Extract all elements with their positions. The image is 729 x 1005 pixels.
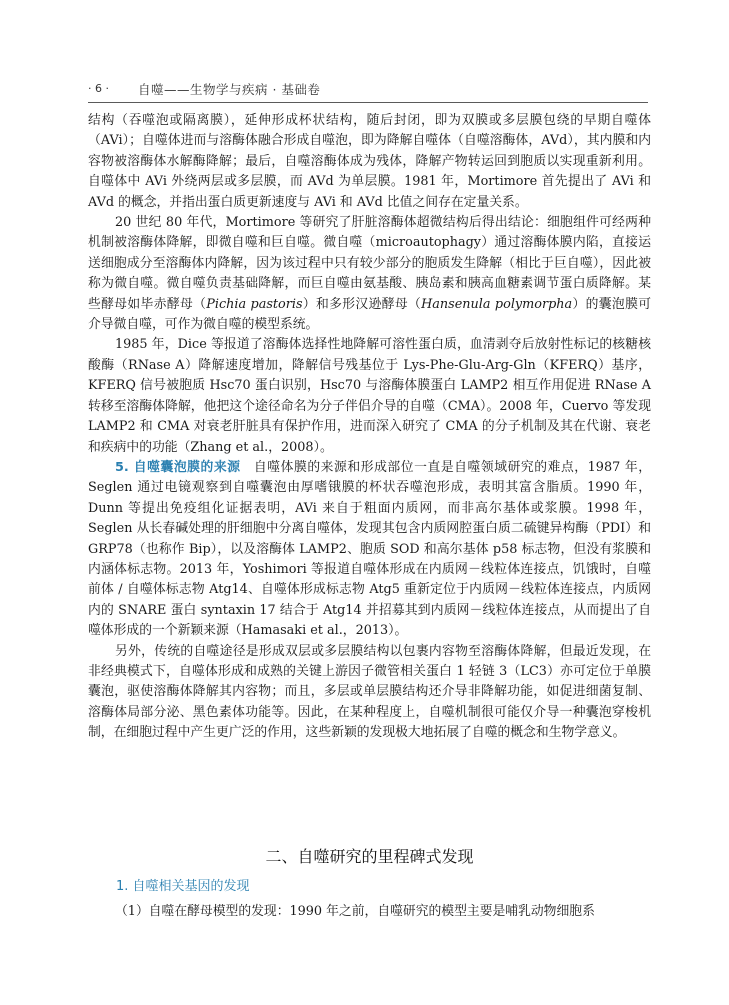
inline-heading-vesicle-source: 5. 自噬囊泡膜的来源 (115, 459, 241, 475)
paragraph-2-text-b: ）和多形汉逊酵母（ (302, 296, 422, 312)
book-title: 自噬——生物学与疾病 · 基础卷 (138, 82, 321, 97)
running-header (88, 80, 648, 100)
paragraph-1: 结构（吞噬泡或隔离膜），延伸形成杯状结构，随后封闭，即为双膜或多层膜包绕的早期自噬体（AVi）；自噬体进而与溶酶体融合形成自噬泡，即为降解自噬体（自噬溶酶体，AVd），其内膜和内容物被溶酶体水解酶降解；最后，自噬溶酶体成为残体，降解产物转运回到胞质以实现重新利用。自噬体中 AVi 外绕两层或多层膜，而 AVd 为单层膜。1981 年，Mortimore 首先提出了 AVi 和 AVd 的概念，并指出蛋白质更新速度与 AVi 和 AVd 比值之间存在定量关系。 (88, 113, 651, 210)
header-rule (88, 102, 648, 103)
page-number: · 6 · (88, 82, 109, 95)
paragraph-4 (88, 458, 651, 642)
body-text (88, 111, 651, 744)
paragraph-3: 1985 年，Dice 等报道了溶酶体选择性地降解可溶性蛋白质，血清剥夺后放射性标记的核糖核酸酶（RNase A）降解速度增加，降解信号残基位于 Lys-Phe-Glu-Arg-Gln（KFERQ）基序，KFERQ 信号被胞质 Hsc70 蛋白识别，Hsc70 与溶酶体膜蛋白 LAMP2 相互作用促进 RNase A 转移至溶酶体降解，他把这个途径命名为分子伴侣介导的自噬（CMA）。2008 年，Cuervo 等发现 LAMP2 和 CMA 对衰老肝脏具有保护作用，进而深入研究了 CMA 的分子机制及其在代谢、衰老和疾病中的功能（Zhang et al.，2008）。 (88, 337, 651, 455)
species-hansenula: Hansenula polymorpha (421, 296, 573, 312)
section-title: 二、自噬研究的里程碑式发现 (265, 847, 474, 866)
paragraph-5: 另外，传统的自噬途径是形成双层或多层膜结构以包裹内容物至溶酶体降解，但最近发现，在非经典模式下，自噬体形成和成熟的关键上游因子微管相关蛋白 1 轻链 3（LC3）亦可定位于单膜囊泡，驱使溶酶体降解其内容物；而且，多层或单层膜结构还介导非降解功能，如促进细菌复制、溶酶体局部分泌、黑色素体功能等。因此，在某种程度上，自噬机制很可能仅介导一种囊泡穿梭机制，在细胞过程中产生更广泛的作用，这些新颖的发现极大地拓展了自噬的概念和生物学意义。 (88, 643, 651, 741)
paragraph-2 (88, 213, 651, 335)
sub-heading: 1. 自噬相关基因的发现 (116, 879, 250, 894)
species-pichia: Pichia pastoris (206, 296, 303, 312)
paragraph-4-text: 自噬体膜的来源和形成部位一直是自噬领域研究的难点，1987 年，Seglen 通过电镜观察到自噬囊泡由厚嗜锇膜的杯状吞噬泡形成，表明其富含脂质。1990 年，Dunn 等提出免疫组化证据表明，AVi 来自于粗面内质网，而非高尔基体或浆膜。1998 年，Seglen 从长春碱处理的肝细胞中分离自噬体，发现其包含内质网腔蛋白质二硫键异构酶（PDI）和 GRP78（也称作 Bip），以及溶酶体 LAMP2、胞质 SOD 和高尔基体 p58 标志物，但没有浆膜和内涵体标志物。2013 年，Yoshimori 等报道自噬体形成在内质网－线粒体连接点，饥饿时，自噬前体 / 自噬体标志物 Atg14、自噬体形成标志物 Atg5 重新定位于内质网－线粒体连接点，内质网内的 SNARE 蛋白 syntaxin 17 结合于 Atg14 并招募其到内质网－线粒体连接点，从而提出了自噬体形成的一个新颖来源（Hamasaki et al.，2013）。 (88, 459, 651, 639)
paragraph-6: （1）自噬在酵母模型的发现：1990 年之前，自噬研究的模型主要是哺乳动物细胞系 (115, 904, 595, 919)
paragraph-2-text-c: ）的囊泡膜可介导微自噬，可作为微自噬的模型系统。 (88, 296, 652, 333)
paragraph-2-text-a: 20 世纪 80 年代，Mortimore 等研究了肝脏溶酶体超微结构后得出结论：细胞组件可经两种机制被溶酶体降解，即微自噬和巨自噬。微自噬（microautophagy）通过溶酶体膜内陷，直接运送细胞成分至溶酶体内降解，因为该过程中只有较少部分的胞质发生降解（相比于巨自噬），因此被称为微自噬。微自噬负责基础降解，而巨自噬由氨基酸、胰岛素和胰高血糖素调节蛋白质降解。某些酵母如毕赤酵母（ (88, 215, 651, 312)
